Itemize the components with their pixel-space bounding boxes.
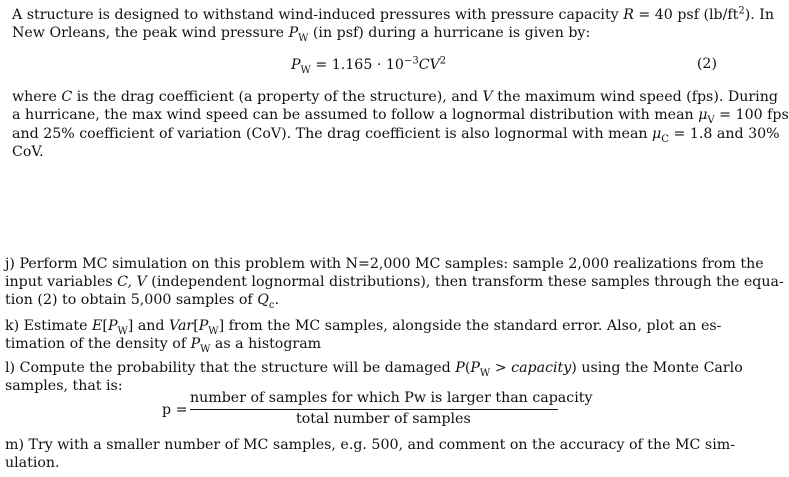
fraction-bar <box>190 409 558 410</box>
where-line-1: where C is the drag coefficient (a property of the structure), and V the maximum wind speed (fps). During <box>12 89 778 105</box>
part-k-line-2: timation of the density of $P_W$ as a histogram <box>5 336 322 355</box>
where-line-3: and 25% coefficient of variation (CoV). The drag coefficient is also lognormal with mean $\mu_C = 1.8$ and 30% <box>12 126 780 145</box>
fraction-lhs: p = <box>162 402 188 418</box>
equation-2: $P_W = 1.165 \cdot 10^{-3}CV^2$ <box>291 55 447 76</box>
part-k-line-1: k) Estimate $E[P_W]$ and $Var[P_W]$ from the MC samples, alongside the standard error. Also, plot an es- <box>5 318 722 337</box>
part-m-line-2: ulation. <box>5 455 60 471</box>
equation-number: (2) <box>696 56 717 72</box>
part-j-line-2: input variables C, V (independent lognormal distributions), then transform these samples through the equa- <box>5 274 784 290</box>
intro-line-1: A structure is designed to withstand wind-induced pressures with pressure capacity R = 40 psf $(lb/ft^2)$. In <box>12 5 775 23</box>
where-line-4: CoV. <box>12 144 44 160</box>
part-m-line-1: m) Try with a smaller number of MC samples, e.g. 500, and comment on the accuracy of the MC sim- <box>5 437 735 453</box>
fraction-numerator: number of samples for which Pw is larger than capacity <box>190 390 593 406</box>
part-j-line-3: tion (2) to obtain 5,000 samples of $Q_c$. <box>5 292 279 311</box>
part-j-line-1: j) Perform MC simulation on this problem with N=2,000 MC samples: sample 2,000 realizations from the <box>5 256 764 272</box>
fraction-denominator: total number of samples <box>296 411 471 427</box>
where-line-2: a hurricane, the max wind speed can be assumed to follow a lognormal distribution with mean $\mu_V = 100$ fps <box>12 107 789 126</box>
part-l-line-1: l) Compute the probability that the structure will be damaged $P(P_W$ > capacity) using the Monte Carlo <box>5 360 743 379</box>
intro-line-2: New Orleans, the peak wind pressure $P_W$ (in psf) during a hurricane is given by: <box>12 25 591 44</box>
part-l-line-2: samples, that is: <box>5 378 123 394</box>
